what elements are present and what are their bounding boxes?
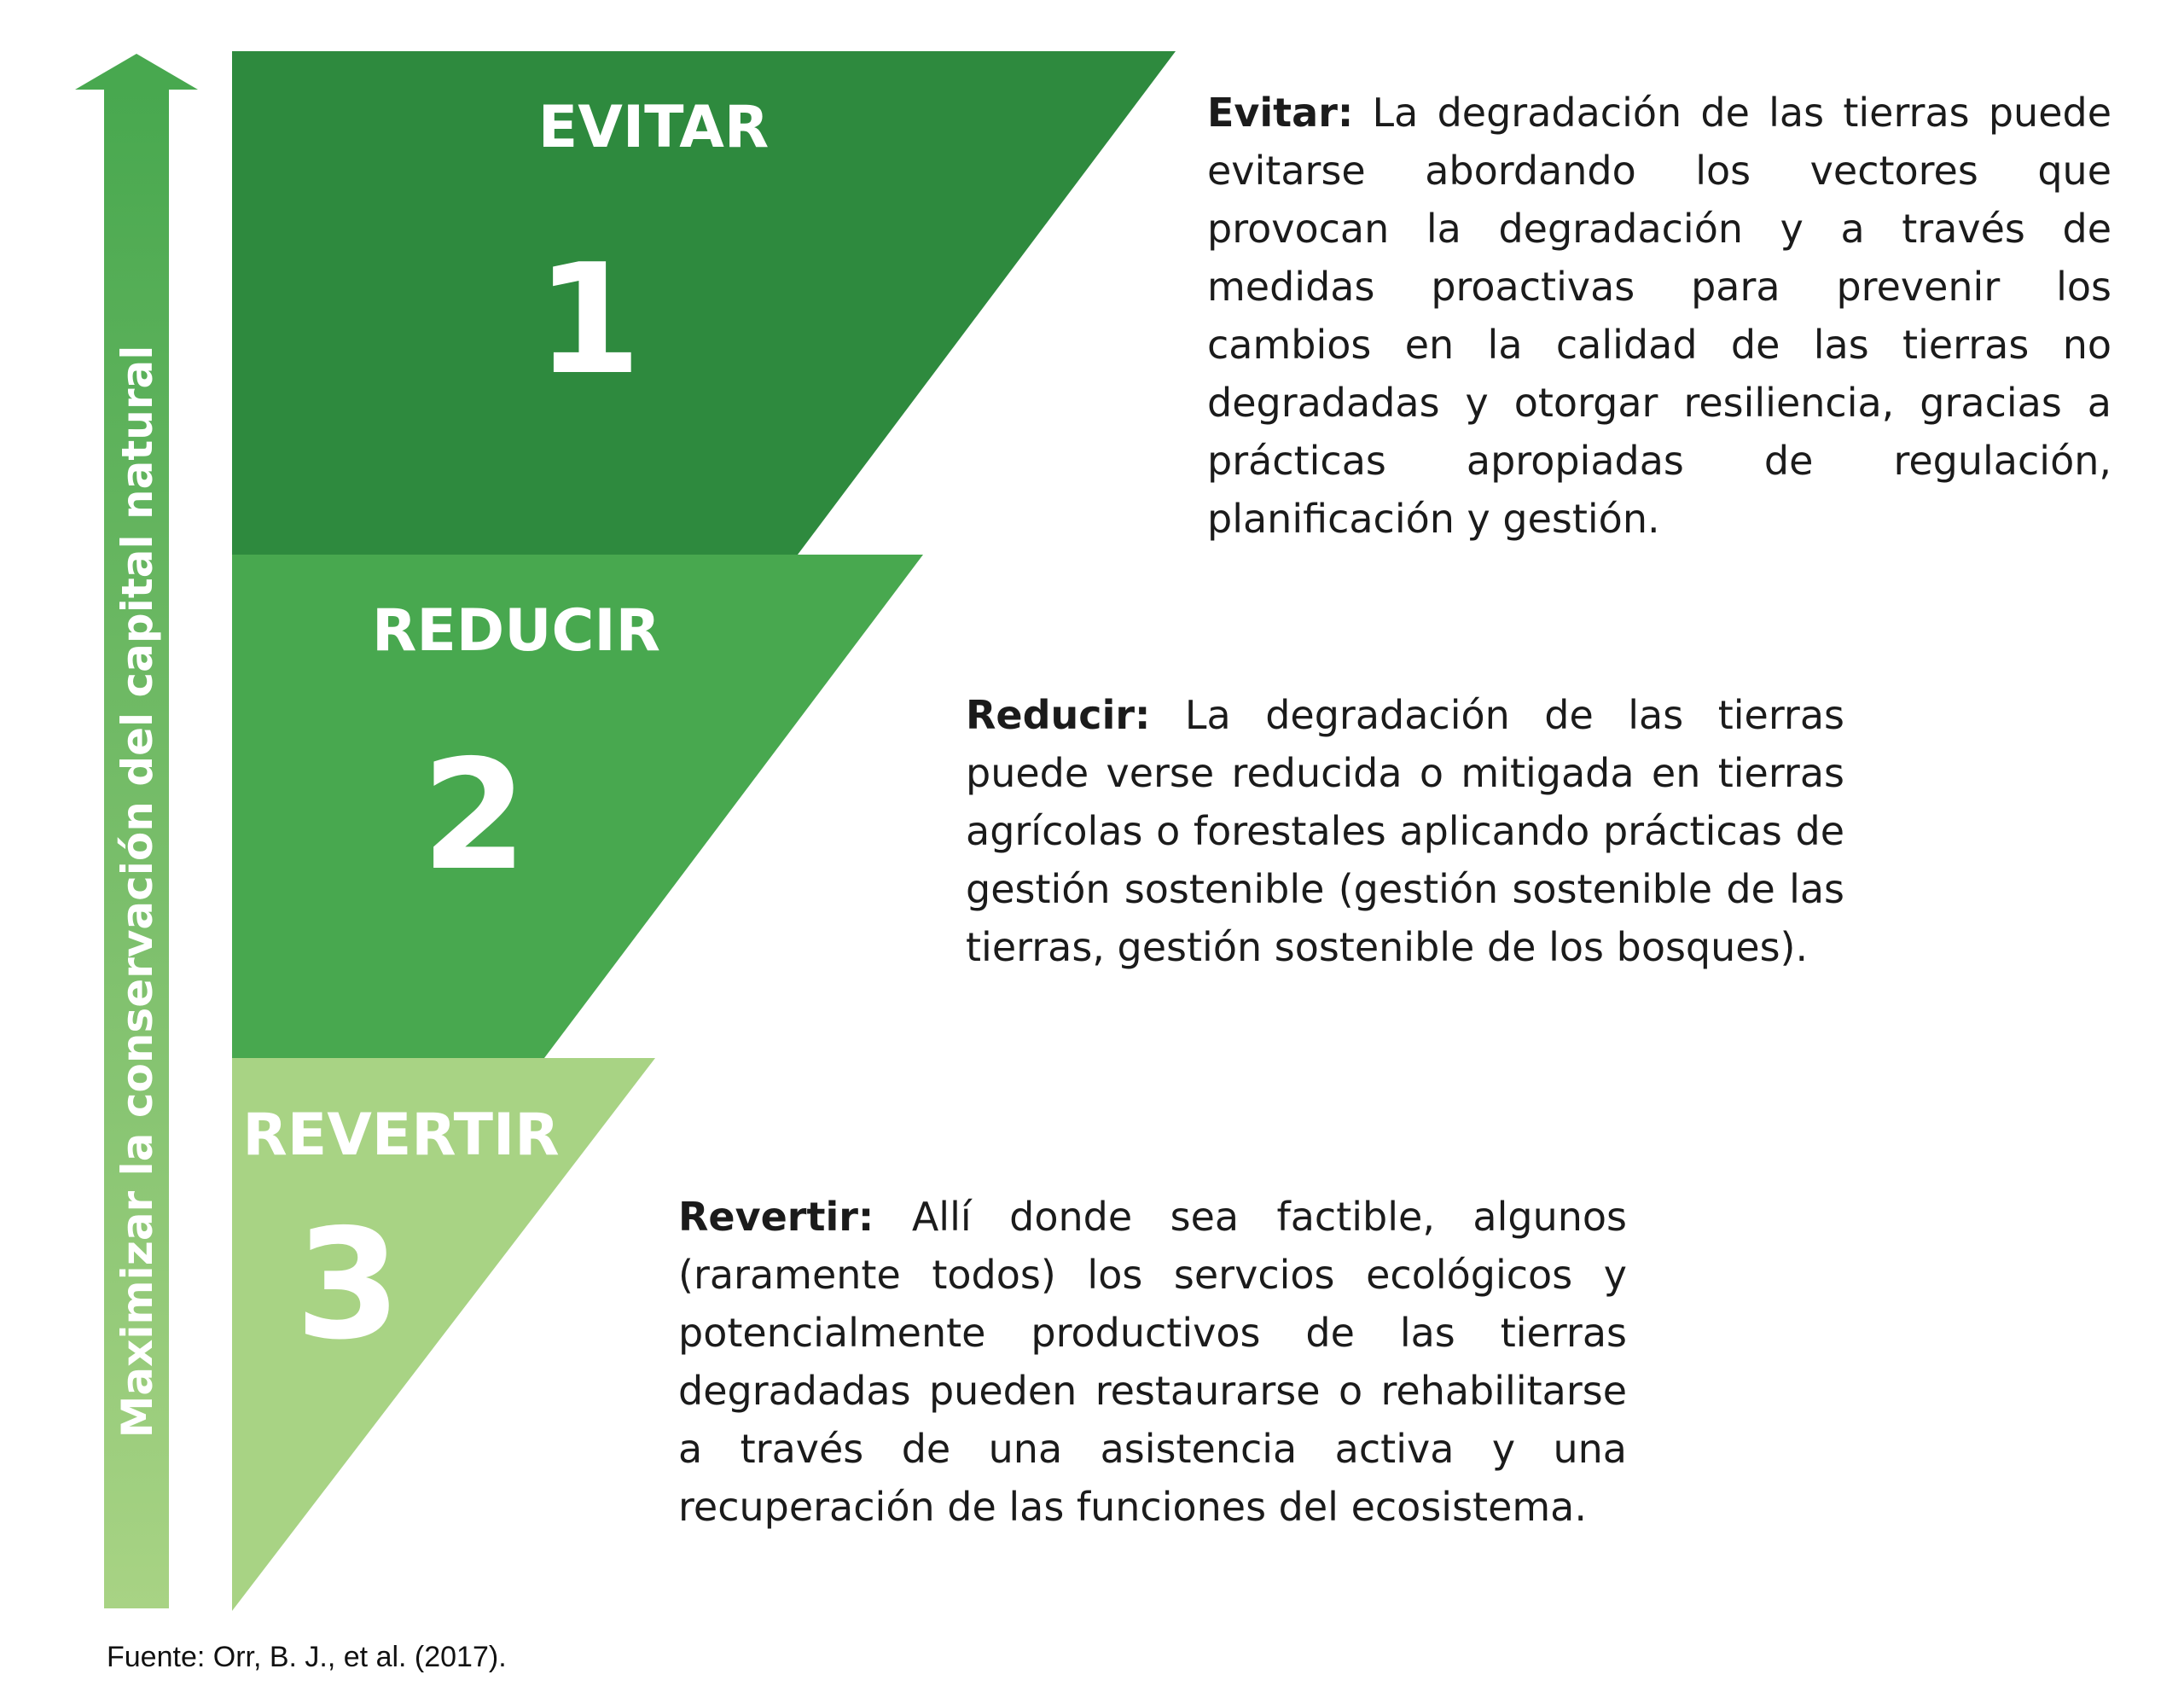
tier-number-evitar: 1 [536, 231, 642, 408]
source-citation: Fuente: Orr, B. J., et al. (2017). [107, 1641, 507, 1673]
tier-reducir [232, 555, 923, 1058]
tier-number-revertir: 3 [295, 1196, 401, 1373]
conservation-arrow [75, 54, 198, 1608]
tier-revertir [232, 1058, 655, 1611]
description-evitar [1207, 84, 2111, 548]
description-text-reducir: La degradación de las tierras puede verse reducida o mitigada en tierras agrícolas o forestales aplicando prácticas de gestión sostenible (gestión sostenible de las tierras, gestión sostenible de los bosques). [966, 692, 1844, 970]
tier-title-evitar: EVITAR [537, 94, 770, 161]
tier-title-revertir: REVERTIR [242, 1102, 560, 1169]
description-lead-reducir: Reducir: [966, 692, 1151, 738]
arrow-head [75, 54, 198, 90]
description-lead-revertir: Revertir: [678, 1194, 874, 1240]
tier-number-reducir: 2 [421, 727, 527, 904]
tier-evitar [232, 51, 1176, 555]
description-text-evitar: La degradación de las tierras puede evitarse abordando los vectores que provocan la degradación y a través de medidas proactivas para prevenir los cambios en la calidad de las tierras no degradadas y otorgar resiliencia, gracias a prácticas apropiadas de regulación, planificación y gestión. [1207, 90, 2112, 542]
description-text-revertir: Allí donde sea factible, algunos (raramente todos) los servcios ecológicos y potencialmente productivos de las tierras degradadas pueden restaurarse o rehabilitarse a través de una asistencia activa y una recuperación de las funciones del ecosistema. [678, 1194, 1628, 1530]
tier-title-reducir: REDUCIR [371, 597, 661, 665]
description-reducir [966, 686, 1844, 976]
description-lead-evitar: Evitar: [1207, 90, 1354, 136]
description-revertir [678, 1188, 1627, 1536]
axis-label: Maximizar la conservación del capital natural [113, 345, 162, 1439]
